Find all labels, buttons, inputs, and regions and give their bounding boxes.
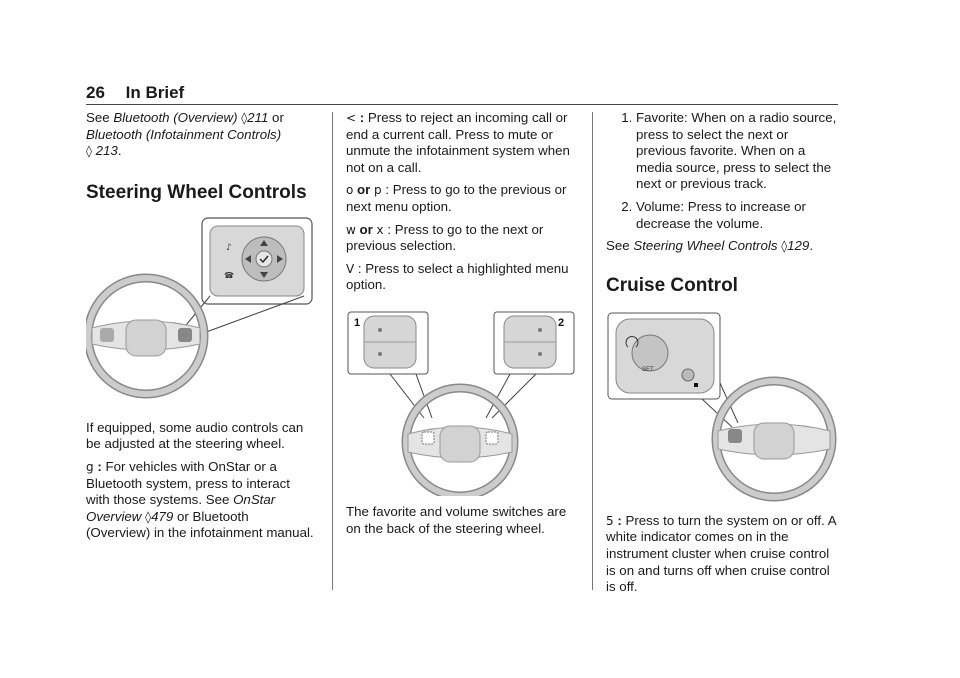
column-divider-2: [592, 112, 593, 590]
list-item: 1. Favorite: When on a radio source, press to select the next or previous favorite. When on a media source, press to select the next or previous track.: [636, 110, 842, 193]
bluetooth-overview-link[interactable]: Bluetooth (Overview): [113, 110, 238, 125]
end-call-icon: <: [346, 111, 357, 125]
cruise-control-icon: 5: [606, 513, 614, 528]
audio-controls-text: If equipped, some audio controls can be adjusted at the steering wheel.: [86, 419, 304, 452]
page-number: 26: [86, 83, 105, 102]
up-down-description: w or x : Press to go to the next or previous selection.: [346, 221, 544, 254]
onstar-overview-link[interactable]: OnStar Overview: [86, 492, 276, 524]
callout-2: 2: [558, 316, 565, 329]
section-title: In Brief: [125, 83, 185, 102]
callout-1: 1: [354, 316, 361, 329]
switch-list: [606, 110, 842, 232]
column-3: [606, 110, 842, 596]
column-2: [346, 110, 580, 537]
list-item: 2. Volume: Press to increase or decrease the volume.: [636, 199, 842, 232]
header-rule: [86, 104, 838, 105]
steering-wheel-controls-link[interactable]: Steering Wheel Controls: [633, 238, 778, 254]
back-switches-figure: [346, 306, 580, 496]
page-ref-icon: ◊: [86, 144, 92, 159]
set-label: SET: [642, 366, 654, 373]
column-divider-1: [332, 112, 333, 590]
see-steering-ref: See Steering Wheel Controls ◊129.: [606, 238, 814, 254]
page-header: [86, 83, 184, 103]
page-ref-icon: ◊: [241, 111, 248, 125]
back-switches-text: The favorite and volume switches are on the back of the steering wheel.: [346, 503, 567, 536]
down-arrow-icon: x: [376, 222, 384, 237]
svg-text:☎: ☎: [224, 270, 234, 280]
select-description: V : Press to select a highlighted menu option.: [346, 260, 569, 293]
column-1: [86, 110, 314, 542]
page-ref-icon: ◊: [781, 239, 788, 254]
right-arrow-icon: p: [374, 183, 382, 198]
cruise-button-description: 5 : Press to turn the system on or off. A white indicator comes on in the instrument cluster when cruise control is on and turns off when cruise control is off.: [606, 512, 836, 595]
cruise-control-figure: [606, 309, 842, 505]
bluetooth-infotainment-link[interactable]: Bluetooth (Infotainment Controls): [86, 126, 282, 142]
left-arrow-icon: o: [346, 183, 354, 198]
svg-text:♪: ♪: [226, 242, 232, 253]
page-ref-icon: ◊: [145, 509, 152, 524]
cruise-control-heading: Cruise Control: [606, 274, 738, 296]
left-right-description: o or p : Press to go to the previous or next menu option.: [346, 182, 567, 214]
steering-wheel-heading: Steering Wheel Controls: [86, 181, 307, 203]
voice-button-description: g : For vehicles with OnStar or a Bluetooth system, press to interact with those systems. See OnStar Overview ◊479 or Bluetooth (Overview) in the infotainment manual.: [86, 458, 314, 541]
select-check-icon: V: [346, 261, 355, 276]
see-bluetooth-ref: See Bluetooth (Overview) ◊211 or Bluetooth (Infotainment Controls) ◊ 213.: [86, 110, 284, 159]
up-arrow-icon: w: [346, 222, 356, 237]
voice-command-icon: g: [86, 459, 94, 474]
steering-wheel-controls-figure: [86, 216, 316, 404]
end-call-description: < : Press to reject an incoming call or end a current call. Press to mute or unmute the infotainment system when not on a call.: [346, 110, 570, 175]
